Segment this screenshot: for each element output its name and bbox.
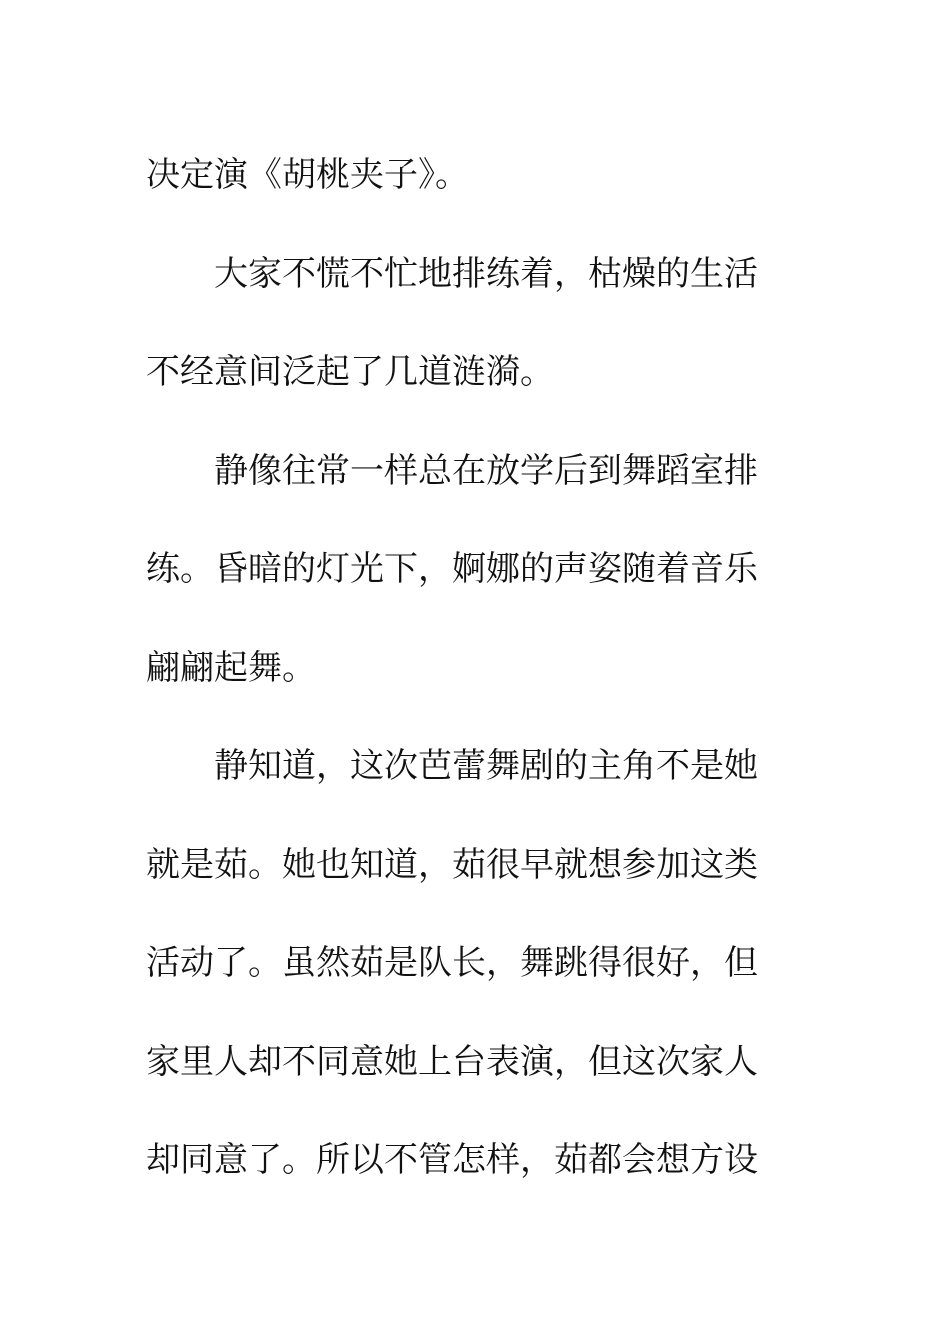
text-line: 翩翩起舞。 (146, 647, 316, 688)
text-line: 练。昏暗的灯光下，婀娜的声姿随着音乐 (146, 549, 758, 589)
paragraph-start-line: 静像往常一样总在放学后到舞蹈室排 (214, 450, 758, 491)
text-line: 不经意间泛起了几道涟漪。 (146, 352, 554, 392)
body-text (146, 126, 786, 1210)
paragraph-start-line: 大家不慌不忙地排练着，枯燥的生活 (214, 253, 758, 294)
text-line: 活动了。虽然茹是队长，舞跳得很好，但 (146, 943, 758, 983)
text-line: 就是茹。她也知道，茹很早就想参加这类 (146, 844, 758, 885)
text-line: 决定演《胡桃夹子》。 (146, 155, 469, 195)
paragraph-start-line: 静知道，这次芭蕾舞剧的主角不是她 (214, 746, 758, 786)
text-line: 家里人却不同意她上台表演，但这次家人 (146, 1041, 758, 1082)
text-line: 却同意了。所以不管怎样，茹都会想方设 (146, 1140, 758, 1180)
